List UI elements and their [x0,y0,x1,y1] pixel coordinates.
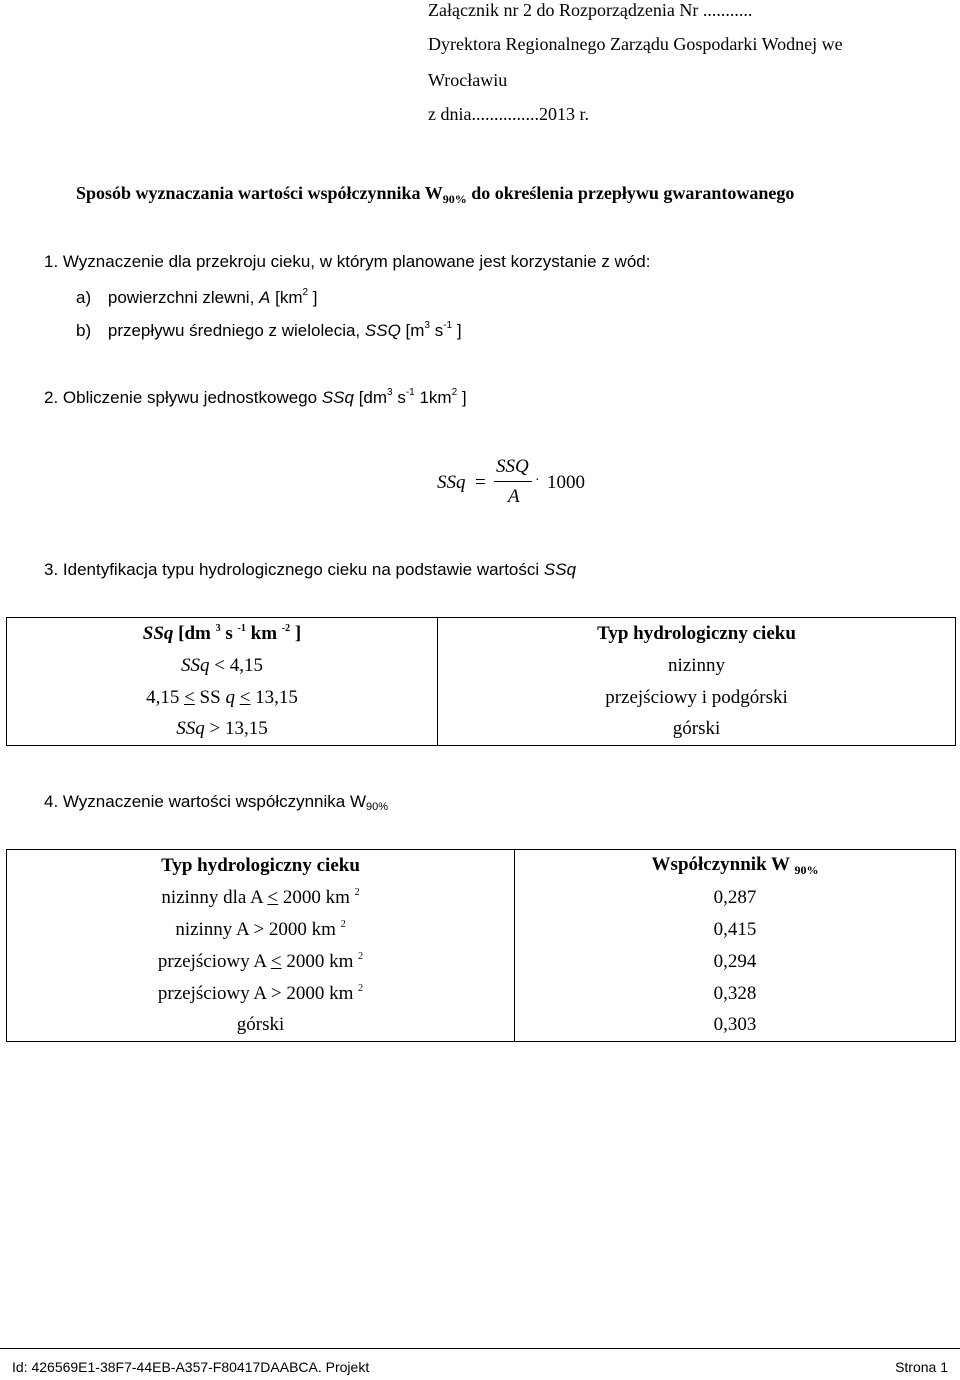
table-row [7,978,956,1010]
item-b-exponent-1: 3 [424,320,430,331]
header-unit-2: s [220,622,238,644]
cell-text: przejściowy A [157,982,271,1004]
header-line-4: z dnia...............2013 r. [428,104,589,124]
w90-coefficient-table [6,849,956,1042]
cell-text: 13,15 [250,686,298,708]
item-a-symbol: A [259,288,271,307]
item-a-label: a) [76,288,92,307]
footer-divider [0,1348,960,1349]
fraction-bar [494,481,532,482]
table-row [7,882,956,914]
cell-exponent: 2 [340,918,346,930]
table-cell: 0,294 [515,946,956,978]
section-3-text: 3. Identyfikacja typu hydrologicznego cieku na podstawie wartości [44,560,544,579]
item-a-text: powierzchni zlewni, [107,288,260,307]
cell-text: 2000 km [281,982,359,1004]
table-header-cell: Typ hydrologiczny cieku [7,850,515,882]
cell-text: 4,15 [146,686,185,708]
table-row [7,682,956,714]
cell-text: 2000 km [278,886,355,908]
table-header-cell: Typ hydrologiczny cieku [438,618,956,650]
footer-document-id: Id: 426569E1-38F7-44EB-A357-F80417DAABCA. Projekt [12,1359,370,1375]
ssq-type-table [6,617,956,746]
formula-denominator: A [508,486,520,507]
table-header-row [7,850,956,882]
item-a-close: ] [308,288,318,307]
item-b-label: b) [76,321,92,340]
table-cell: 0,303 [515,1010,956,1042]
section-1-item-b [76,321,462,341]
item-b-unit-1: [m [400,321,425,340]
section-3-heading [44,560,576,580]
cell-text: nizinny A [175,918,254,940]
item-b-symbol: SSQ [364,321,401,340]
cell-symbol: q [225,686,235,708]
header-line-3: Wrocławiu [428,70,508,90]
table-header-cell [515,850,956,882]
header-line-2: Dyrektora Regionalnego Zarządu Gospodarki Wodnej we [428,34,843,54]
cell-text: 2000 km [281,950,359,972]
table-cell: 0,287 [515,882,956,914]
section-4-subscript: 90% [366,801,389,813]
table-row [7,1010,956,1042]
table-cell [7,914,515,946]
section-2-exponent-3: 2 [451,387,458,398]
header-text: Współczynnik W [651,853,795,875]
title-subscript: 90% [442,192,467,206]
cell-exponent: 2 [354,886,360,898]
table-cell: górski [438,714,956,746]
formula-lhs: SSq [437,472,466,493]
header-close: ] [290,622,302,644]
cell-text: < 4,15 [209,654,263,676]
header-exponent-1: 3 [215,622,221,634]
section-1-item-a [76,288,318,308]
less-equal-symbol: < [270,950,282,972]
item-b-exponent-2: -1 [443,320,453,331]
section-2-exponent-2: -1 [405,387,415,398]
less-equal-symbol: < [239,686,251,708]
cell-symbol: SSq [181,654,210,676]
less-equal-symbol: < [267,886,279,908]
formula-equals: = [475,472,486,493]
table-cell [7,650,438,682]
section-3-symbol: SSq [543,560,577,579]
cell-text: górski [236,1014,285,1036]
table-cell [7,978,515,1010]
table-header-row [7,618,956,650]
section-2-exponent-1: 3 [387,387,393,398]
cell-exponent: 2 [358,982,364,994]
header-subscript: 90% [794,862,819,877]
cell-text: 2000 km [264,918,341,940]
item-a-unit: [km [270,288,303,307]
table-cell [7,714,438,746]
header-unit-3: km [245,622,282,644]
cell-text: > 13,15 [204,718,268,740]
section-2-text: 2. Obliczenie spływu jednostkowego [44,388,322,407]
section-4-heading [44,792,388,813]
table-cell: 0,328 [515,978,956,1010]
section-4-text: 4. Wyznaczenie wartości współczynnika W [44,792,367,811]
section-2-unit-1: [dm [353,388,388,407]
item-b-text: przepływu średniego z wielolecia, [107,321,365,340]
table-cell [7,882,515,914]
title-text-end: do określenia przepływu gwarantowanego [466,183,795,203]
header-line-1: Załącznik nr 2 do Rozporządzenia Nr ........... [428,0,753,20]
formula-numerator: SSQ [496,456,529,477]
item-b-close: ] [452,321,462,340]
cell-exponent: 2 [358,950,364,962]
document-title [76,183,794,207]
greater-symbol: > [253,918,265,940]
formula-factor: 1000 [547,472,585,493]
table-header-cell [7,618,438,650]
section-2-heading [44,388,467,408]
cell-symbol: SSq [176,718,205,740]
cell-text: nizinny dla A [161,886,268,908]
cell-text: przejściowy A [157,950,271,972]
section-2-unit-2: s [392,388,406,407]
header-symbol: SSq [142,622,174,644]
header-exponent-3: -2 [281,622,291,634]
footer-page-number: Strona 1 [895,1359,948,1375]
title-text: Sposób wyznaczania wartości współczynnika W [76,183,443,203]
item-a-exponent: 2 [302,287,309,298]
table-cell [7,1010,515,1042]
table-cell [7,946,515,978]
table-row [7,714,956,746]
header-exponent-2: -1 [237,622,246,634]
table-cell: nizinny [438,650,956,682]
table-row [7,946,956,978]
ssq-formula [437,456,597,516]
greater-symbol: > [270,982,282,1004]
formula-dot: · [535,473,540,488]
section-1-heading: 1. Wyznaczenie dla przekroju cieku, w którym planowane jest korzystanie z wód: [44,252,651,271]
item-b-unit-2: s [429,321,444,340]
table-cell: przejściowy i podgórski [438,682,956,714]
table-cell: 0,415 [515,914,956,946]
cell-text: SS [194,686,226,708]
less-equal-symbol: < [184,686,195,708]
table-cell [7,682,438,714]
section-2-unit-3: 1km [414,388,452,407]
header-unit-1: [dm [173,622,216,644]
section-2-symbol: SSq [321,388,354,407]
table-row [7,914,956,946]
table-row [7,650,956,682]
section-2-close: ] [457,388,467,407]
